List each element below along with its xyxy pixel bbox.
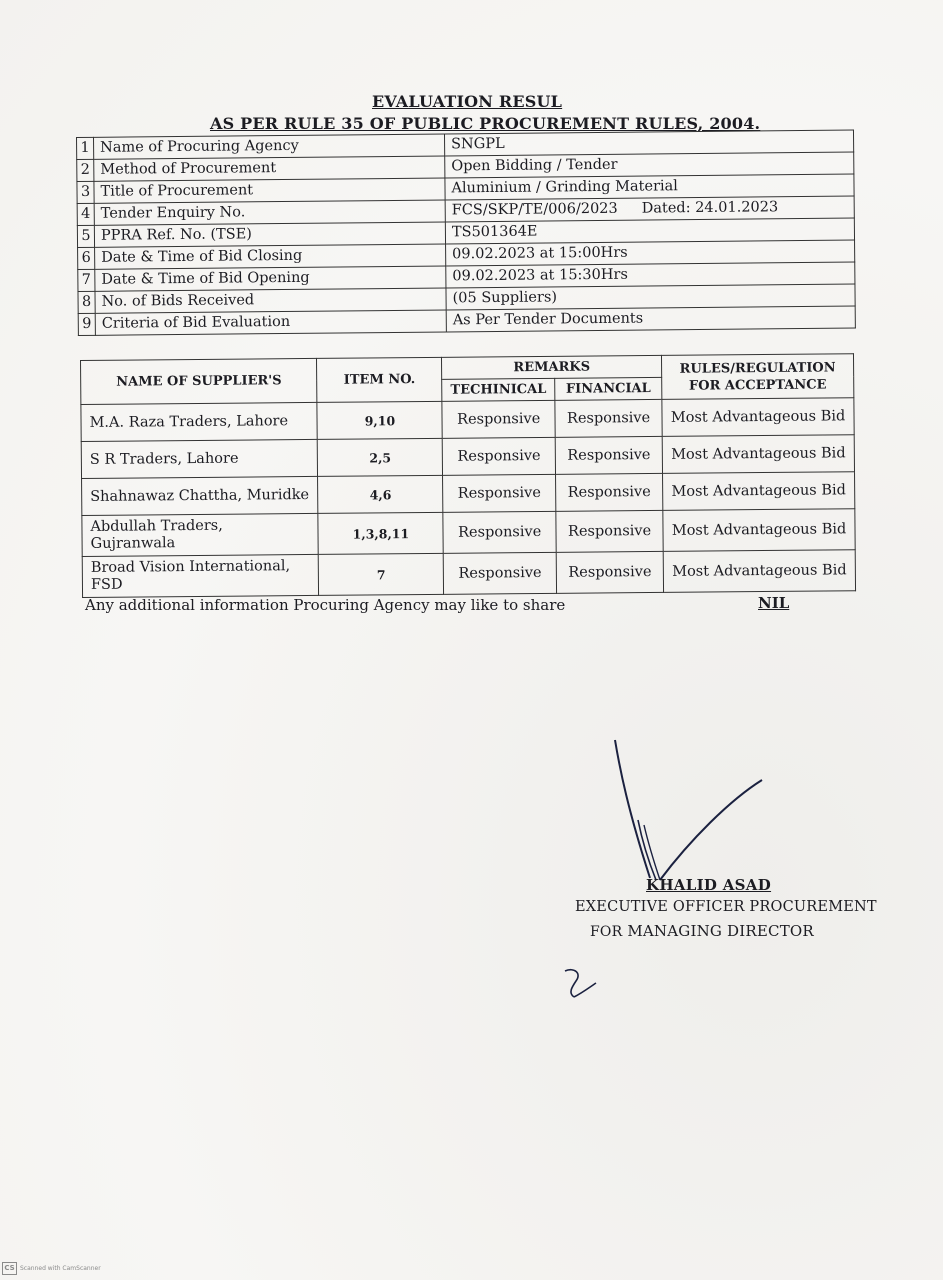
- info-row-label: PPRA Ref. No. (TSE): [94, 222, 445, 247]
- technical-remark: Responsive: [442, 437, 555, 475]
- financial-remark: Responsive: [555, 436, 662, 474]
- scanner-text: Scanned with CamScanner: [20, 1265, 101, 1272]
- info-row-value: TS501364E: [445, 218, 854, 244]
- info-row-label: Tender Enquiry No.: [94, 200, 445, 225]
- info-row-label: No. of Bids Received: [95, 288, 446, 313]
- info-row-label: Name of Procuring Agency: [94, 134, 445, 159]
- additional-info-value: NIL: [758, 594, 790, 612]
- signatory-for-word: FOR: [590, 924, 623, 940]
- info-row-number: 2: [77, 159, 94, 181]
- supplier-name: Abdullah Traders, Gujranwala: [82, 513, 319, 556]
- info-row-value: Aluminium / Grinding Material: [445, 174, 854, 200]
- supplier-name: M.A. Raza Traders, Lahore: [81, 402, 318, 441]
- item-numbers: 1,3,8,11: [318, 512, 443, 554]
- info-row-number: 7: [78, 269, 95, 291]
- technical-remark: Responsive: [442, 400, 555, 438]
- signatory-title: EXECUTIVE OFFICER PROCUREMENT: [575, 899, 877, 915]
- technical-remark: Responsive: [443, 511, 556, 553]
- header-remarks: REMARKS: [442, 355, 662, 379]
- financial-remark: Responsive: [556, 510, 663, 552]
- supplier-name: Broad Vision International, FSD: [82, 554, 319, 597]
- acceptance-rule: Most Advantageous Bid: [662, 435, 854, 474]
- header-financial: FINANCIAL: [555, 377, 662, 400]
- document-subtitle: AS PER RULE 35 OF PUBLIC PROCUREMENT RULES, 2004.: [210, 114, 761, 133]
- tender-enquiry-date: Dated: 24.01.2023: [641, 199, 779, 217]
- info-row-number: 3: [77, 181, 94, 203]
- tender-enquiry-number: FCS/SKP/TE/006/2023: [451, 200, 618, 219]
- financial-remark: Responsive: [556, 473, 663, 511]
- header-technical: TECHINICAL: [442, 378, 555, 401]
- info-row-value: 09.02.2023 at 15:00Hrs: [446, 240, 855, 266]
- item-numbers: 7: [319, 553, 444, 595]
- info-row-label: Method of Procurement: [94, 156, 445, 181]
- header-rules-line1: RULES/REGULATION: [679, 359, 836, 377]
- acceptance-rule: Most Advantageous Bid: [662, 398, 854, 437]
- financial-remark: Responsive: [555, 399, 662, 437]
- signatory-for-line: [590, 922, 814, 940]
- additional-info-label: Any additional information Procuring Agency may like to share: [85, 596, 566, 614]
- info-row-number: 8: [78, 291, 95, 313]
- table-row: [82, 509, 855, 557]
- info-row-label: Date & Time of Bid Opening: [95, 266, 446, 291]
- item-numbers: 2,5: [318, 438, 443, 476]
- info-row-number: 9: [78, 313, 95, 335]
- info-row-value: Open Bidding / Tender: [445, 152, 854, 178]
- initial-mark: [560, 965, 610, 1005]
- financial-remark: Responsive: [556, 551, 663, 593]
- table-row: [82, 550, 855, 598]
- info-row-value: SNGPL: [444, 130, 853, 156]
- info-row-label: Criteria of Bid Evaluation: [95, 310, 446, 335]
- signatory-for-rest: MANAGING DIRECTOR: [627, 922, 814, 940]
- procurement-info-table: [76, 130, 856, 336]
- supplier-evaluation-table: [80, 353, 856, 598]
- header-rules-line2: FOR ACCEPTANCE: [688, 376, 827, 394]
- signatory-name: KHALID ASAD: [646, 876, 772, 894]
- technical-remark: Responsive: [443, 474, 556, 512]
- scanner-watermark: [2, 1262, 101, 1275]
- signature-mark: [560, 730, 780, 890]
- acceptance-rule: Most Advantageous Bid: [663, 472, 855, 511]
- info-row-value: 09.02.2023 at 15:30Hrs: [446, 262, 855, 288]
- info-row-label: Date & Time of Bid Closing: [95, 244, 446, 269]
- supplier-name: Shahnawaz Chattha, Muridke: [82, 476, 319, 515]
- header-item-no: ITEM NO.: [317, 357, 442, 402]
- supplier-name: S R Traders, Lahore: [81, 439, 318, 478]
- info-row-number: 4: [77, 203, 94, 225]
- info-row-number: 1: [77, 137, 94, 159]
- acceptance-rule: Most Advantageous Bid: [663, 509, 855, 552]
- info-row-number: 5: [77, 225, 94, 247]
- header-supplier-name: NAME OF SUPPLIER'S: [81, 358, 318, 404]
- scanner-logo: CS: [2, 1262, 17, 1275]
- info-row-value: (05 Suppliers): [446, 284, 855, 310]
- info-row-number: 6: [78, 247, 95, 269]
- item-numbers: 4,6: [318, 475, 443, 513]
- info-row-label: Title of Procurement: [94, 178, 445, 203]
- document-title: EVALUATION RESUL: [372, 92, 563, 111]
- info-row-value: As Per Tender Documents: [446, 306, 855, 332]
- acceptance-rule: Most Advantageous Bid: [663, 550, 855, 593]
- technical-remark: Responsive: [443, 552, 556, 594]
- item-numbers: 9,10: [317, 401, 442, 439]
- header-rules: [662, 354, 854, 400]
